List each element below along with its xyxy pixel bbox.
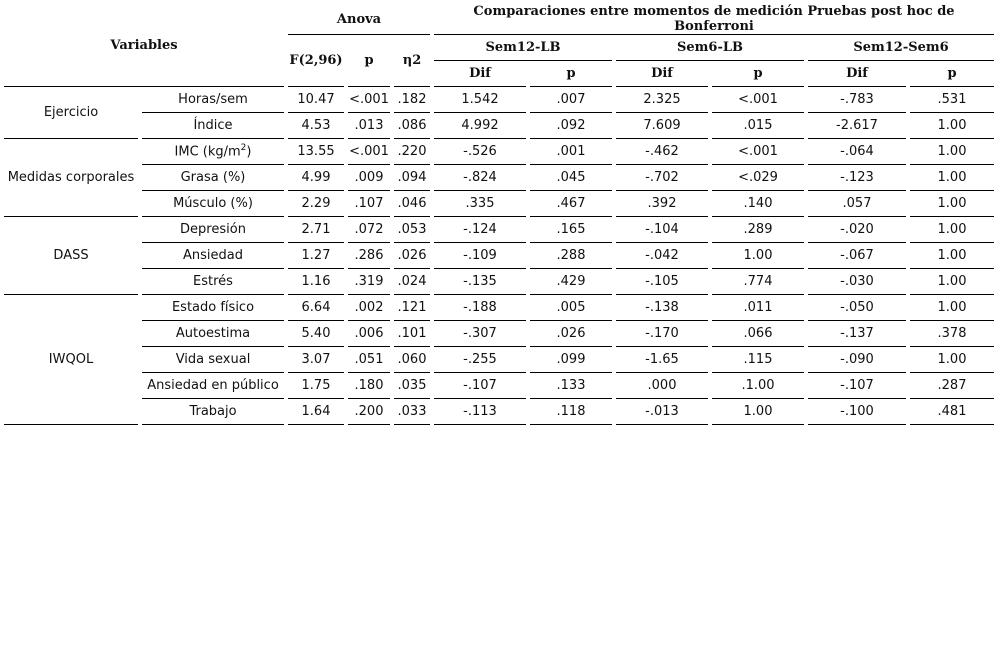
dif-sem12lb: -.124 xyxy=(434,217,526,243)
table-row xyxy=(4,399,994,425)
dif-sem6lb: -.462 xyxy=(616,139,708,165)
row-label: Índice xyxy=(142,113,284,139)
dif-sem6lb: -.138 xyxy=(616,295,708,321)
dif-sem6lb: -.105 xyxy=(616,269,708,295)
anova-p-value: <.001 xyxy=(348,139,390,165)
p-sem12sem6: 1.00 xyxy=(910,243,994,269)
row-label: IMC $(kg/m^2)$ xyxy=(142,139,284,165)
eta-value: .046 xyxy=(394,191,430,217)
group-label: DASS xyxy=(4,217,138,295)
p-sem12sem6: .287 xyxy=(910,373,994,399)
f-value: 6.64 xyxy=(288,295,344,321)
p-sem12sem6: .531 xyxy=(910,87,994,113)
p-sem12sem6: 1.00 xyxy=(910,295,994,321)
group-label: Medidas corporales xyxy=(4,139,138,217)
p-sem6lb: .011 xyxy=(712,295,804,321)
row-label: Trabajo xyxy=(142,399,284,425)
p-sem6lb: .774 xyxy=(712,269,804,295)
eta-value: .026 xyxy=(394,243,430,269)
eta-value: .033 xyxy=(394,399,430,425)
dif-sem12sem6: -.067 xyxy=(808,243,906,269)
dif-sem6lb: -.042 xyxy=(616,243,708,269)
dif-sem12lb: 4.992 xyxy=(434,113,526,139)
anova-p-value: .013 xyxy=(348,113,390,139)
anova-p-value: .286 xyxy=(348,243,390,269)
sem12lb-header: Sem12-LB xyxy=(434,35,612,61)
p-sem12lb: .467 xyxy=(530,191,612,217)
table-row xyxy=(4,191,994,217)
p-sem12lb: .118 xyxy=(530,399,612,425)
table-row xyxy=(4,373,994,399)
row-label: Ansiedad xyxy=(142,243,284,269)
group-label: IWQOL xyxy=(4,295,138,425)
anova-p-value: .051 xyxy=(348,347,390,373)
anova-p-value: .180 xyxy=(348,373,390,399)
f-value: 1.75 xyxy=(288,373,344,399)
anova-p-value: .006 xyxy=(348,321,390,347)
dif-sem6lb: -.013 xyxy=(616,399,708,425)
f-value: 13.55 xyxy=(288,139,344,165)
row-label: Estado físico xyxy=(142,295,284,321)
eta-value: .060 xyxy=(394,347,430,373)
dif-sem12sem6: -.123 xyxy=(808,165,906,191)
dif-sem12sem6: -.064 xyxy=(808,139,906,165)
dif-sem12sem6: -.020 xyxy=(808,217,906,243)
p-sem12lb: .001 xyxy=(530,139,612,165)
dif-header: Dif xyxy=(434,61,526,87)
dif-header: Dif xyxy=(616,61,708,87)
p-sem12lb: .133 xyxy=(530,373,612,399)
dif-sem12lb: -.255 xyxy=(434,347,526,373)
f-value: 2.29 xyxy=(288,191,344,217)
eta-value: .220 xyxy=(394,139,430,165)
f-value: 3.07 xyxy=(288,347,344,373)
row-label: Vida sexual xyxy=(142,347,284,373)
p-sem6lb: 1.00 xyxy=(712,243,804,269)
p-sem6lb: <.001 xyxy=(712,139,804,165)
f-header: F(2,96) xyxy=(288,35,344,87)
f-value: 4.99 xyxy=(288,165,344,191)
p-sem6lb: .015 xyxy=(712,113,804,139)
dif-sem6lb: -1.65 xyxy=(616,347,708,373)
dif-sem12lb: -.824 xyxy=(434,165,526,191)
f-value: 10.47 xyxy=(288,87,344,113)
dif-sem12sem6: -.050 xyxy=(808,295,906,321)
dif-sem12sem6: -.100 xyxy=(808,399,906,425)
anova-p-value: <.001 xyxy=(348,87,390,113)
p-sem12lb: .429 xyxy=(530,269,612,295)
table-row xyxy=(4,87,994,113)
row-label: Ansiedad en público xyxy=(142,373,284,399)
p-sem6lb: <.029 xyxy=(712,165,804,191)
anova-p-header: p xyxy=(348,35,390,87)
p-sem12sem6: .481 xyxy=(910,399,994,425)
table-row xyxy=(4,113,994,139)
anova-p-value: .009 xyxy=(348,165,390,191)
dif-sem12sem6: -2.617 xyxy=(808,113,906,139)
row-label: Depresión xyxy=(142,217,284,243)
anova-p-value: .319 xyxy=(348,269,390,295)
p-sem12sem6: 1.00 xyxy=(910,217,994,243)
p-sem12lb: .045 xyxy=(530,165,612,191)
p-sem12sem6: 1.00 xyxy=(910,347,994,373)
p-header: p xyxy=(530,61,612,87)
dif-sem12sem6: -.137 xyxy=(808,321,906,347)
dif-sem6lb: .000 xyxy=(616,373,708,399)
table-row xyxy=(4,295,994,321)
p-sem12sem6: 1.00 xyxy=(910,113,994,139)
p-sem12lb: .026 xyxy=(530,321,612,347)
dif-sem6lb: -.104 xyxy=(616,217,708,243)
eta-value: .053 xyxy=(394,217,430,243)
dif-sem12lb: -.113 xyxy=(434,399,526,425)
p-sem12sem6: 1.00 xyxy=(910,269,994,295)
p-sem12lb: .092 xyxy=(530,113,612,139)
p-sem12lb: .288 xyxy=(530,243,612,269)
p-sem6lb: 1.00 xyxy=(712,399,804,425)
dif-sem12lb: -.188 xyxy=(434,295,526,321)
eta-value: .101 xyxy=(394,321,430,347)
p-sem6lb: .140 xyxy=(712,191,804,217)
variables-header: Variables xyxy=(4,4,284,87)
p-sem6lb: .289 xyxy=(712,217,804,243)
row-label: Estrés xyxy=(142,269,284,295)
dif-sem12lb: .335 xyxy=(434,191,526,217)
dif-sem12sem6: -.090 xyxy=(808,347,906,373)
p-sem12sem6: 1.00 xyxy=(910,165,994,191)
p-sem12sem6: .378 xyxy=(910,321,994,347)
p-sem12lb: .007 xyxy=(530,87,612,113)
dif-sem12sem6: -.107 xyxy=(808,373,906,399)
dif-sem12lb: -.526 xyxy=(434,139,526,165)
anova-p-value: .002 xyxy=(348,295,390,321)
table-row xyxy=(4,321,994,347)
row-label: Autoestima xyxy=(142,321,284,347)
eta-value: .121 xyxy=(394,295,430,321)
eta-header: η2 xyxy=(394,35,430,87)
p-sem6lb: <.001 xyxy=(712,87,804,113)
eta-value: .035 xyxy=(394,373,430,399)
p-sem6lb: .1.00 xyxy=(712,373,804,399)
row-label: Músculo (%) xyxy=(142,191,284,217)
group-label: Ejercicio xyxy=(4,87,138,139)
dif-sem6lb: 2.325 xyxy=(616,87,708,113)
row-label: Grasa (%) xyxy=(142,165,284,191)
dif-sem12lb: -.109 xyxy=(434,243,526,269)
sem12sem6-header: Sem12-Sem6 xyxy=(808,35,994,61)
dif-sem12lb: 1.542 xyxy=(434,87,526,113)
dif-sem12sem6: -.030 xyxy=(808,269,906,295)
p-header: p xyxy=(910,61,994,87)
eta-value: .182 xyxy=(394,87,430,113)
f-value: 4.53 xyxy=(288,113,344,139)
eta-value: .024 xyxy=(394,269,430,295)
dif-sem12lb: -.135 xyxy=(434,269,526,295)
p-sem12sem6: 1.00 xyxy=(910,191,994,217)
f-value: 5.40 xyxy=(288,321,344,347)
eta-value: .086 xyxy=(394,113,430,139)
comparisons-header: Comparaciones entre momentos de medición Pruebas post hoc de Bonferroni xyxy=(434,4,994,35)
anova-p-value: .072 xyxy=(348,217,390,243)
dif-header: Dif xyxy=(808,61,906,87)
p-header: p xyxy=(712,61,804,87)
dif-sem12sem6: .057 xyxy=(808,191,906,217)
row-label: Horas/sem xyxy=(142,87,284,113)
table-row xyxy=(4,347,994,373)
dif-sem12sem6: -.783 xyxy=(808,87,906,113)
anova-header: Anova xyxy=(288,4,430,35)
table-row xyxy=(4,243,994,269)
f-value: 1.16 xyxy=(288,269,344,295)
table-row xyxy=(4,165,994,191)
eta-value: .094 xyxy=(394,165,430,191)
sem6lb-header: Sem6-LB xyxy=(616,35,804,61)
p-sem12lb: .005 xyxy=(530,295,612,321)
anova-p-value: .200 xyxy=(348,399,390,425)
p-sem6lb: .115 xyxy=(712,347,804,373)
table-row xyxy=(4,139,994,165)
results-table xyxy=(4,4,994,425)
p-sem12lb: .165 xyxy=(530,217,612,243)
dif-sem6lb: -.170 xyxy=(616,321,708,347)
dif-sem6lb: .392 xyxy=(616,191,708,217)
table-row xyxy=(4,217,994,243)
dif-sem12lb: -.307 xyxy=(434,321,526,347)
f-value: 1.27 xyxy=(288,243,344,269)
dif-sem6lb: -.702 xyxy=(616,165,708,191)
p-sem12sem6: 1.00 xyxy=(910,139,994,165)
p-sem6lb: .066 xyxy=(712,321,804,347)
f-value: 2.71 xyxy=(288,217,344,243)
table-row xyxy=(4,269,994,295)
dif-sem6lb: 7.609 xyxy=(616,113,708,139)
f-value: 1.64 xyxy=(288,399,344,425)
anova-p-value: .107 xyxy=(348,191,390,217)
dif-sem12lb: -.107 xyxy=(434,373,526,399)
p-sem12lb: .099 xyxy=(530,347,612,373)
